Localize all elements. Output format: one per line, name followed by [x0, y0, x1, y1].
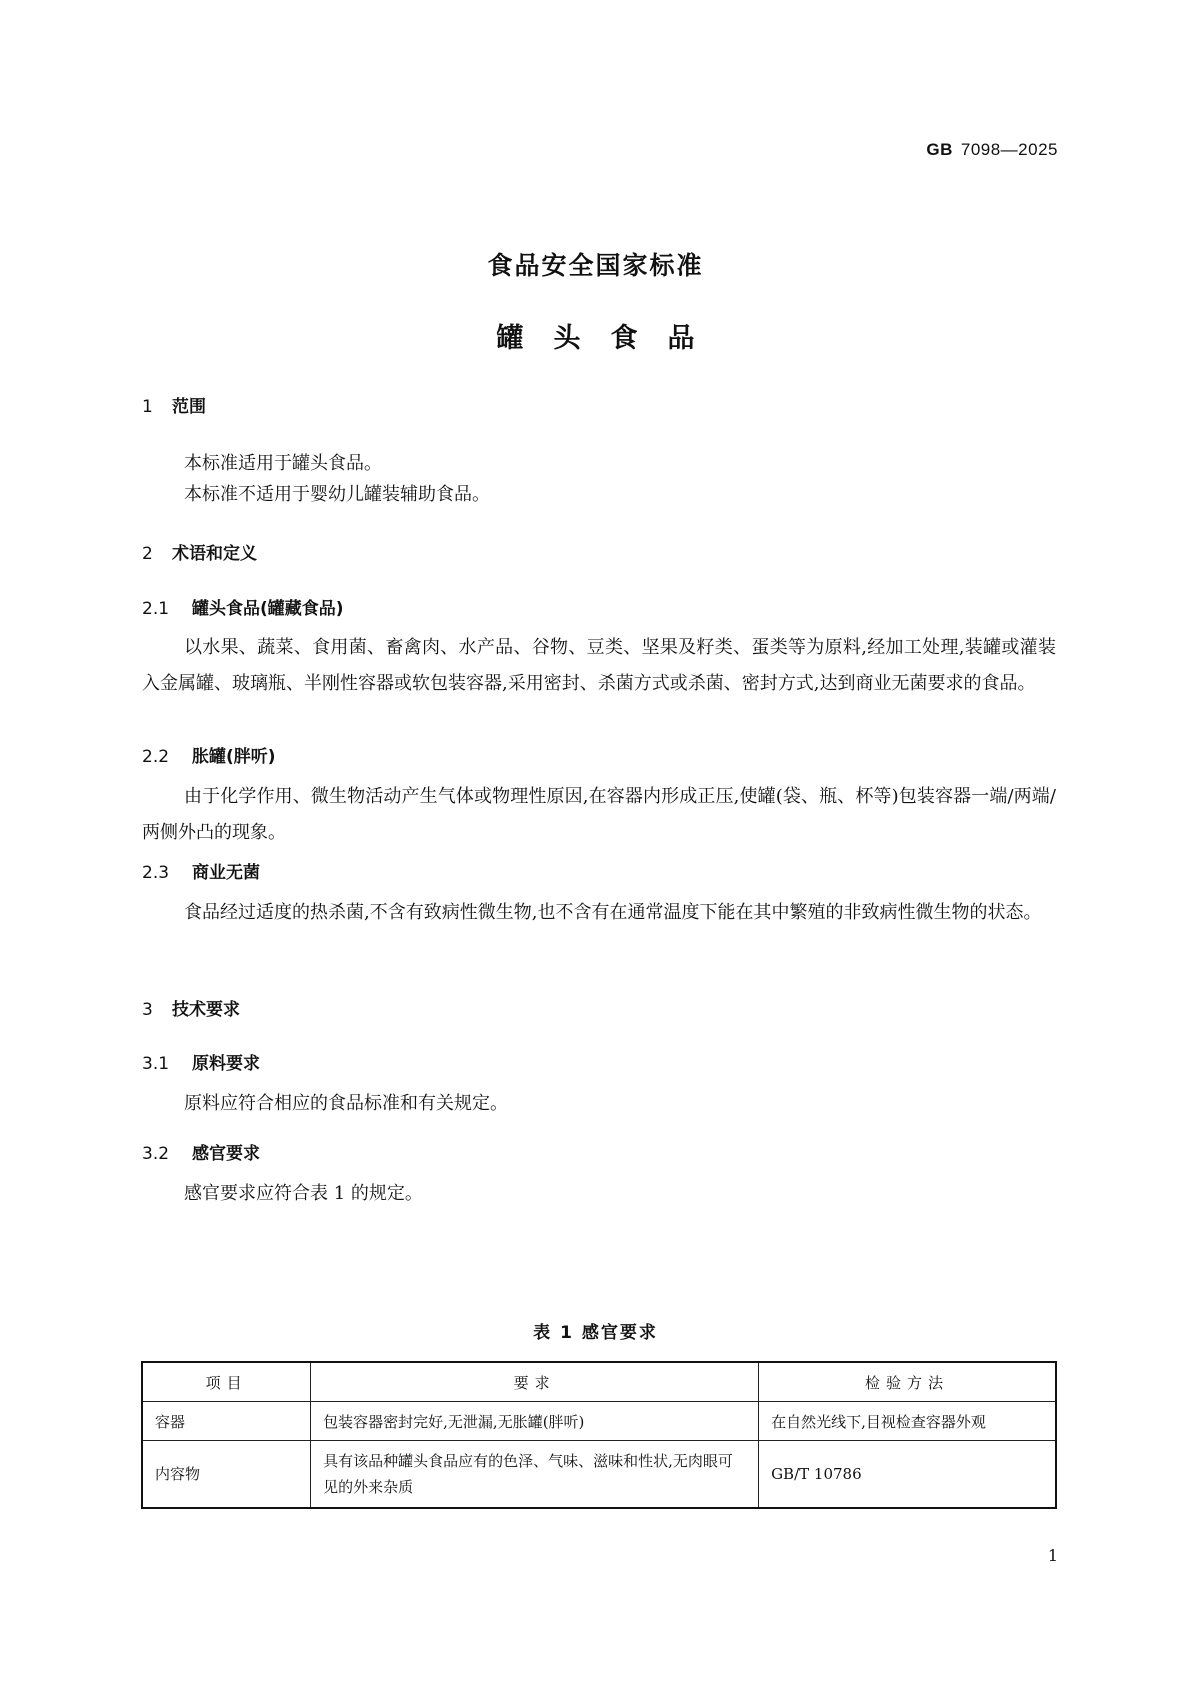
table-cell: GB/T 10786: [759, 1441, 1056, 1509]
section-1-heading: [142, 392, 206, 417]
standard-number: 7098—2025: [960, 140, 1058, 159]
paragraph: 以水果、蔬菜、食用菌、畜禽肉、水产品、谷物、豆类、坚果及籽类、蛋类等为原料,经加工处理,装罐或灌装入金属罐、玻璃瓶、半刚性容器或软包装容器,采用密封、杀菌方式或杀菌、密封方式,达到商业无菌要求的食品。: [142, 637, 1056, 694]
table-header-cell: 项目: [142, 1362, 311, 1402]
section-number: 1: [142, 397, 153, 417]
section-number: 2: [142, 544, 153, 564]
section-number: 3: [142, 1000, 153, 1020]
table-header-cell: 检验方法: [759, 1362, 1056, 1402]
section-title: 罐头食品(罐藏食品): [192, 599, 344, 619]
table-row: [142, 1441, 1056, 1509]
section-3-heading: [142, 995, 240, 1020]
table-caption: 表 1 感官要求: [533, 1323, 658, 1343]
section-number: 2.1: [142, 599, 170, 619]
paragraph: 本标准不适用于婴幼儿罐装辅助食品。: [184, 484, 490, 505]
section-3-1-heading: [142, 1049, 260, 1074]
section-2-3-heading: [142, 858, 260, 883]
table-cell: 包装容器密封完好,无泄漏,无胀罐(胖听): [311, 1402, 759, 1441]
paragraph: 本标准适用于罐头食品。: [184, 453, 382, 474]
table-row: [142, 1402, 1056, 1441]
table-cell: 具有该品种罐头食品应有的色泽、气味、滋味和性状,无肉眼可见的外来杂质: [311, 1441, 759, 1509]
document-title: 食品安全国家标准: [487, 251, 704, 280]
section-number: 3.2: [142, 1144, 170, 1164]
sensory-requirements-table: [141, 1361, 1057, 1509]
section-number: 3.1: [142, 1054, 170, 1074]
table-cell: 内容物: [142, 1441, 311, 1509]
section-title: 术语和定义: [172, 544, 257, 564]
section-2-2-heading: [142, 742, 276, 767]
paragraph: 由于化学作用、微生物活动产生气体或物理性原因,在容器内形成正压,使罐(袋、瓶、杯等)包装容器一端/两端/两侧外凸的现象。: [142, 786, 1056, 843]
section-title: 技术要求: [172, 1000, 240, 1020]
document-subtitle: 罐头食品: [496, 323, 725, 354]
paragraph: 原料应符合相应的食品标准和有关规定。: [184, 1093, 508, 1114]
section-3-2-heading: [142, 1139, 260, 1164]
section-title: 胀罐(胖听): [192, 747, 276, 767]
standard-prefix: GB: [926, 140, 953, 159]
section-number: 2.3: [142, 863, 170, 883]
section-title: 感官要求: [192, 1144, 260, 1164]
section-2-heading: [142, 539, 257, 564]
page-number: 1: [1047, 1546, 1058, 1565]
section-2-1-heading: [142, 594, 344, 619]
standard-code: [926, 140, 1058, 160]
paragraph: 食品经过适度的热杀菌,不含有致病性微生物,也不含有在通常温度下能在其中繁殖的非致病性微生物的状态。: [184, 902, 1042, 923]
section-title: 范围: [172, 397, 206, 417]
section-title: 商业无菌: [192, 863, 260, 883]
section-number: 2.2: [142, 747, 170, 767]
table-header-cell: 要求: [311, 1362, 759, 1402]
paragraph: 感官要求应符合表 1 的规定。: [184, 1183, 423, 1204]
table-cell: 容器: [142, 1402, 311, 1441]
section-title: 原料要求: [192, 1054, 260, 1074]
table-cell: 在自然光线下,目视检查容器外观: [759, 1402, 1056, 1441]
table-header-row: [142, 1362, 1056, 1402]
